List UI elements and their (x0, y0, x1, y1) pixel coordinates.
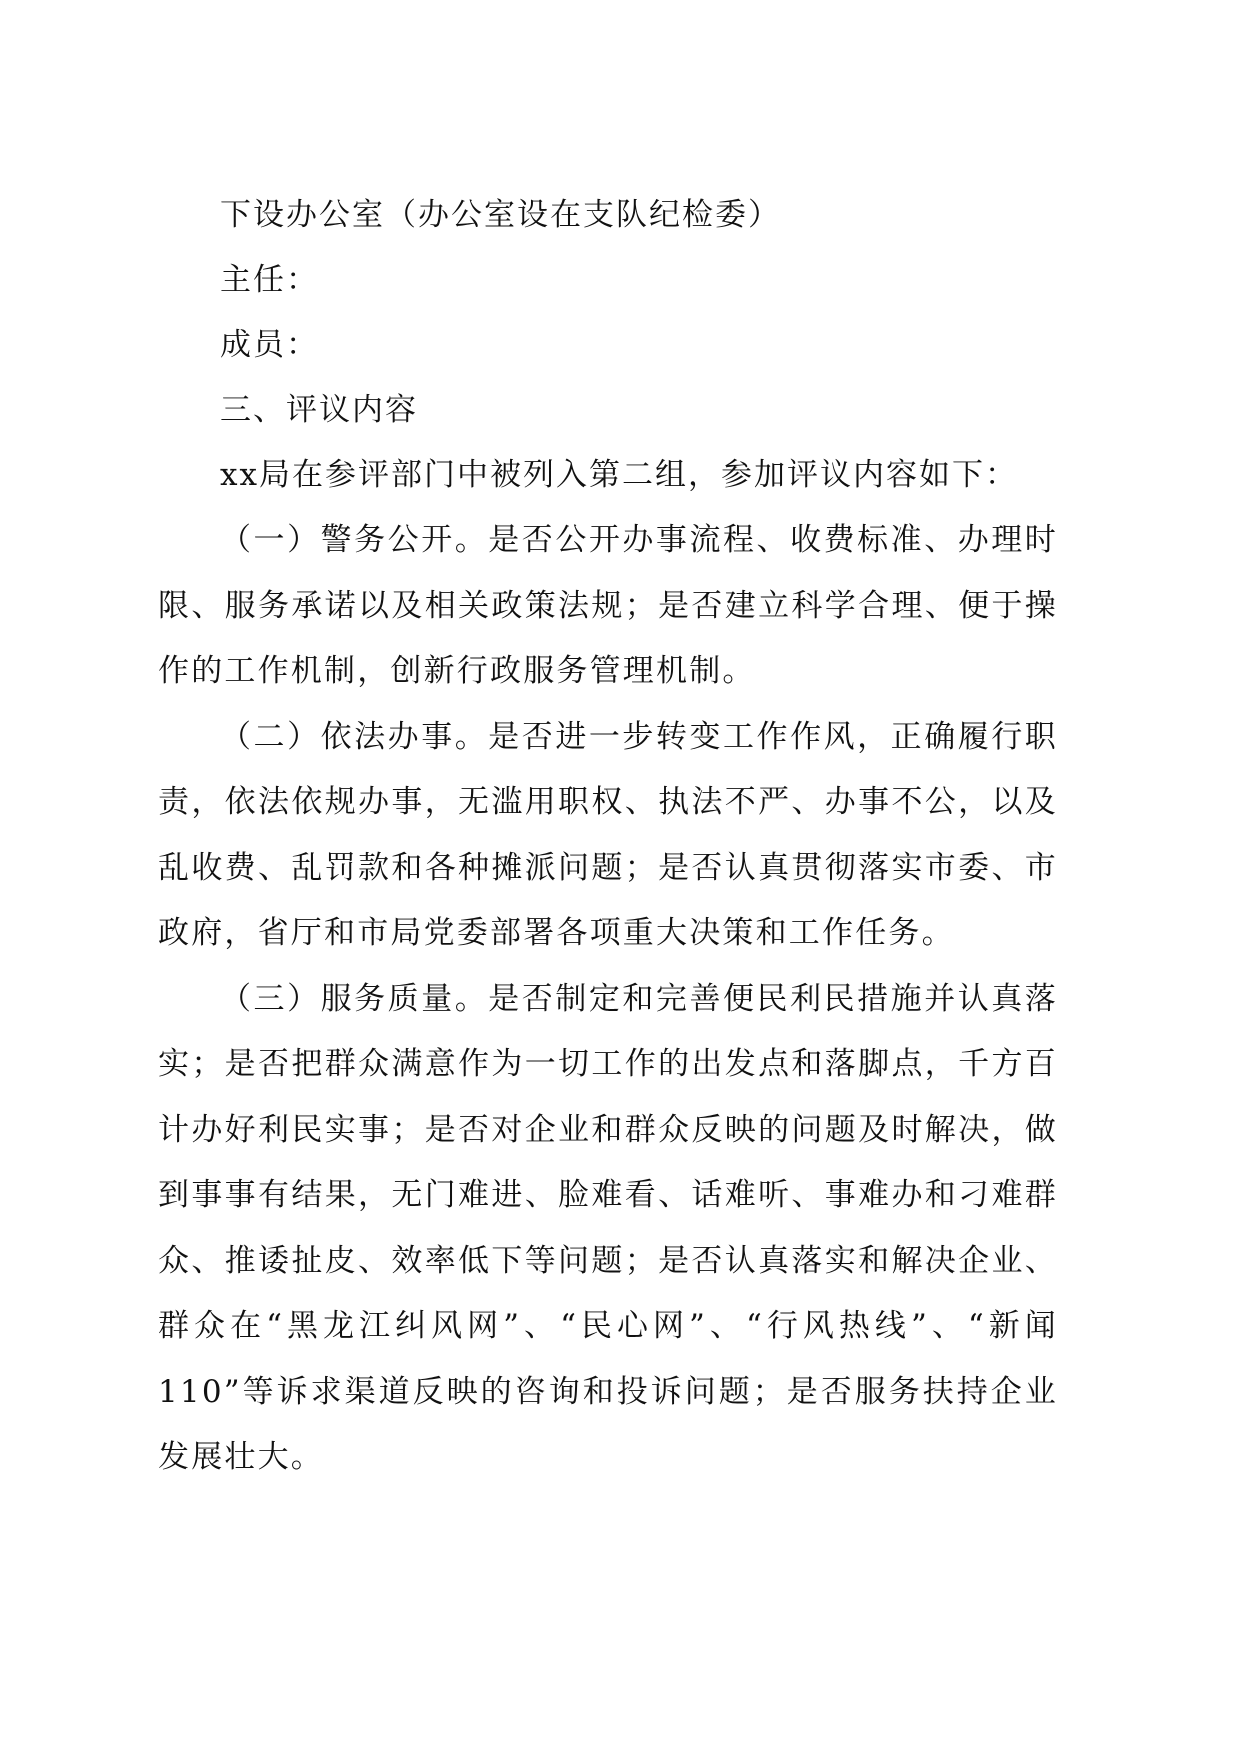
section-heading: 三、评议内容 (220, 392, 418, 428)
intro-line: xx局在参评部门中被列入第二组，参加评议内容如下： (220, 457, 1018, 493)
office-line: 下设办公室（办公室设在支队纪检委） (220, 197, 781, 233)
paragraph-service-quality: （三）服务质量。是否制定和完善便民利民措施并认真落实；是否把群众满意作为一切工作的出发点和落脚点，千方百计办好利民实事；是否对企业和群众反映的问题及时解决，做到事事有结果，无门难进、脸难看、话难听、事难办和刁难群众、推诿扯皮、效率低下等问题；是否认真落实和解决企业、群众在“黑龙江纠风网”、“民心网”、“行风热线”、“新闻110”等诉求渠道反映的咨询和投诉问题；是否服务扶持企业发展壮大。 (158, 980, 1058, 1475)
director-line: 主任： (220, 262, 319, 298)
members-line: 成员： (220, 327, 319, 363)
paragraph-law-based-handling: （二）依法办事。是否进一步转变工作作风，正确履行职责，依法依规办事，无滥用职权、执法不严、办事不公，以及乱收费、乱罚款和各种摊派问题；是否认真贯彻落实市委、市政府，省厅和市局党委部署各项重大决策和工作任务。 (158, 718, 1058, 951)
document-body (158, 183, 1058, 1491)
paragraph-police-affairs-openness: （一）警务公开。是否公开办事流程、收费标准、办理时限、服务承诺以及相关政策法规；是否建立科学合理、便于操作的工作机制，创新行政服务管理机制。 (158, 522, 1058, 689)
